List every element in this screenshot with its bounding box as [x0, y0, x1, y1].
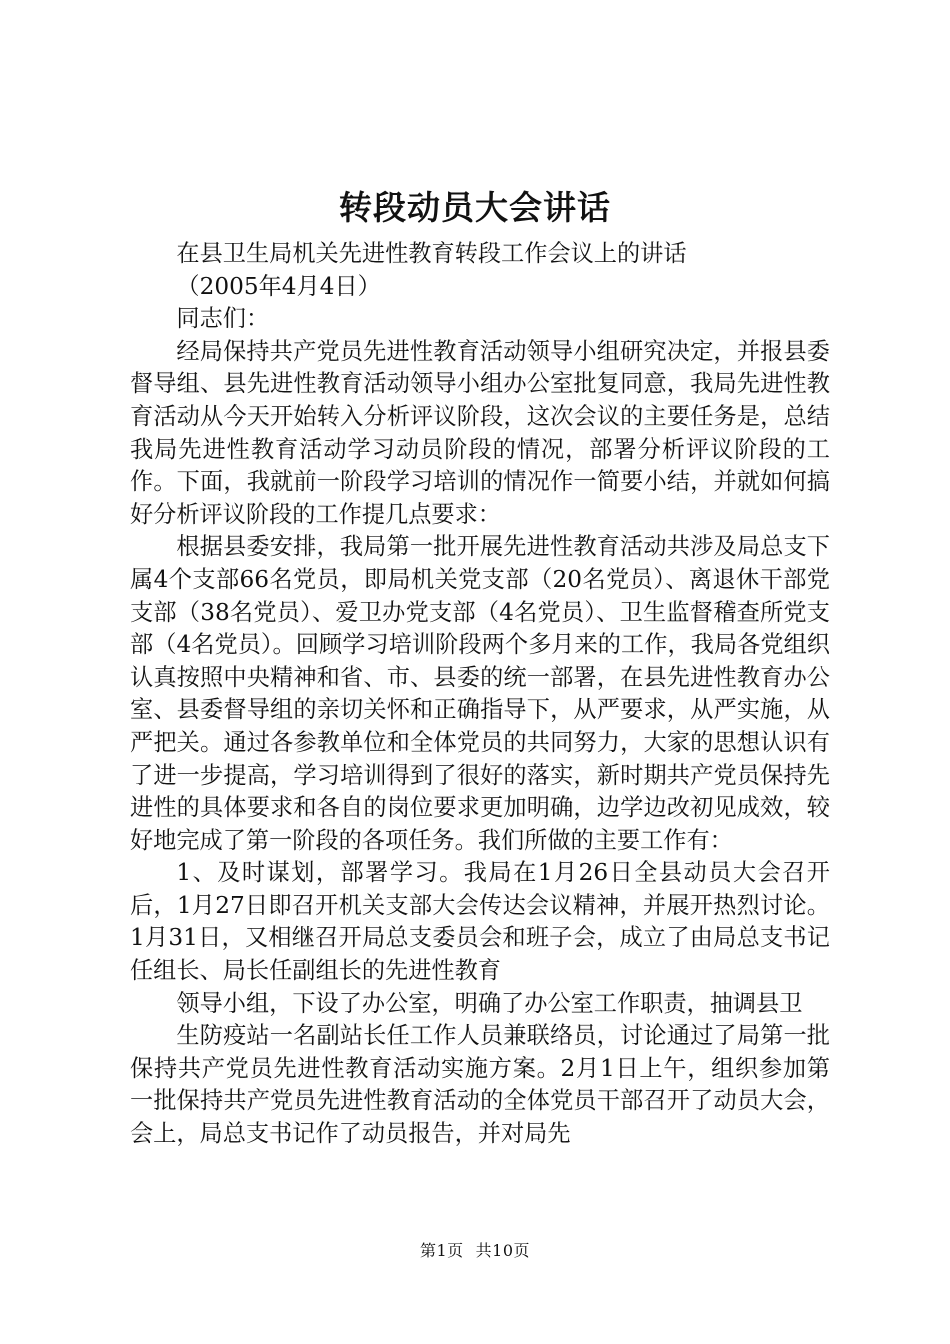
body-paragraph: 根据县委安排，我局第一批开展先进性教育活动共涉及局总支下属4个支部66名党员，即局机关党支部（20名党员）、离退休干部党支部（38名党员）、爱卫办党支部（4名党员）、卫生监督稽查所党支部（4名党员）。回顾学习培训阶段两个多月来的工作，我局各党组织认真按照中央精神和省、市、县委的统一部署，在县先进性教育办公室、县委督导组的亲切关怀和正确指导下，从严要求，从严实施，从严把关。通过各参教单位和全体党员的共同努力，大家的思想认识有了进一步提高，学习培训得到了很好的落实，新时期共产党员保持先进性的具体要求和各自的岗位要求更加明确，边学边改初见成效，较好地完成了第一阶段的各项任务。我们所做的主要工作有：: [130, 533, 830, 854]
page-footer: [0, 1240, 950, 1262]
body-paragraph: 生防疫站一名副站长任工作人员兼联络员，讨论通过了局第一批保持共产党员先进性教育活动实施方案。2月1日上午，组织参加第一批保持共产党员先进性教育活动的全体党员干部召开了动员大会，会上，局总支书记作了动员报告，并对局先: [130, 1022, 830, 1148]
page-total: 共10页: [475, 1241, 531, 1260]
speech-date: （2005年4月4日）: [176, 272, 381, 300]
body-paragraph: 1、及时谋划，部署学习。我局在1月26日全县动员大会召开后，1月27日即召开机关支部大会传达会议精神，并展开热烈讨论。1月31日，又相继召开局总支委员会和班子会，成立了由局总支书记任组长、局长任副组长的先进性教育: [130, 859, 830, 985]
page-number: 第1页: [419, 1241, 464, 1260]
body-paragraph: 经局保持共产党员先进性教育活动领导小组研究决定，并报县委督导组、县先进性教育活动领导小组办公室批复同意，我局先进性教育活动从今天开始转入分析评议阶段，这次会议的主要任务是，总结我局先进性教育活动学习动员阶段的情况，部署分析评议阶段的工作。下面，我就前一阶段学习培训的情况作一简要小结，并就如何搞好分析评议阶段的工作提几点要求：: [130, 337, 830, 528]
speech-subtitle: 在县卫生局机关先进性教育转段工作会议上的讲话: [176, 240, 687, 267]
document-title: 转段动员大会讲话: [339, 188, 611, 227]
salutation: 同志们：: [176, 305, 270, 333]
document-body: [130, 238, 830, 1151]
body-paragraph: 领导小组，下设了办公室，明确了办公室工作职责，抽调县卫: [176, 989, 803, 1017]
